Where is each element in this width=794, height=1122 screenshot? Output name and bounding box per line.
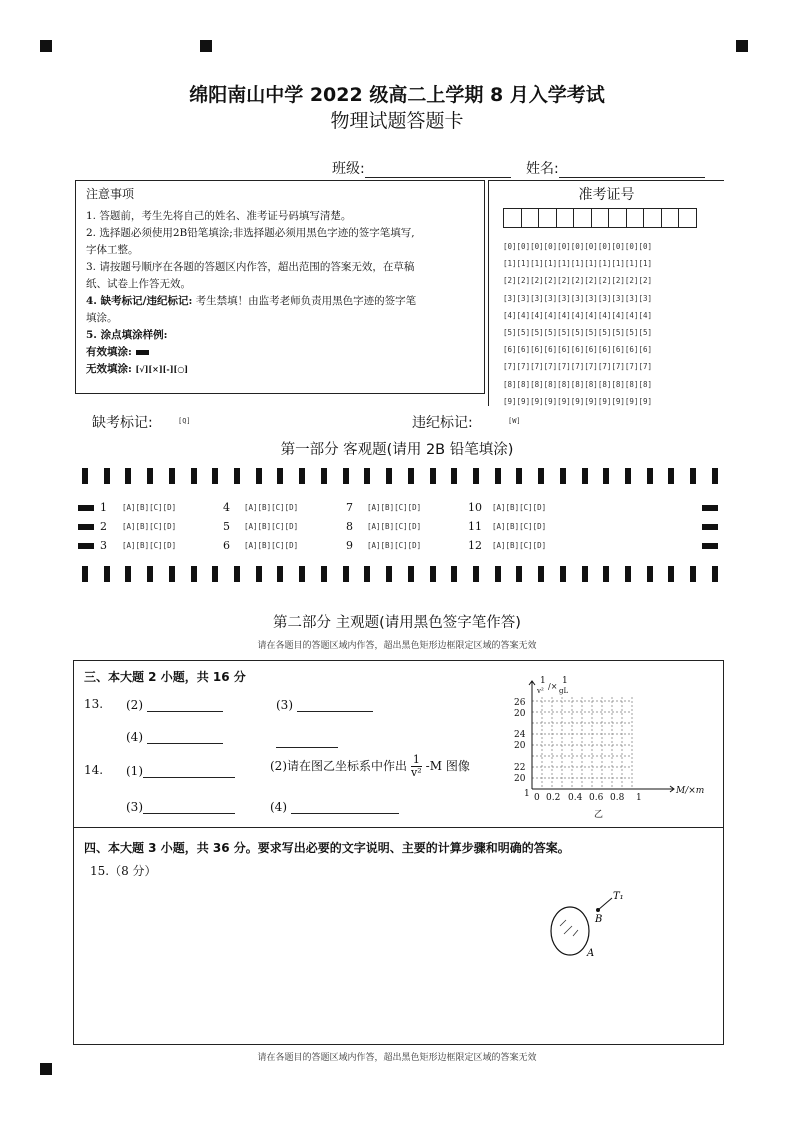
name-label: 姓名: <box>526 161 559 177</box>
q-number: 5 <box>223 520 230 533</box>
section3-answer-box[interactable] <box>73 660 724 828</box>
q-number: 9 <box>346 539 353 552</box>
page-subtitle: 物理试题答题卡 <box>330 110 464 132</box>
x-tick-label: 0 <box>534 793 540 803</box>
row-mark-right-2 <box>702 524 718 530</box>
digit-row-2[interactable]: [2][2][2][2][2][2][2][2][2][2][2] <box>503 276 653 286</box>
q13-part2[interactable] <box>126 697 223 712</box>
notice-item-4-rest: 考生禁填！由监考老师负责用黑色字迹的签字笔 <box>192 295 417 307</box>
q13-part3[interactable] <box>276 697 373 712</box>
q-number: 12 <box>468 539 482 552</box>
y-axis-label-mid: /× <box>548 682 558 691</box>
absent-mark-label: 缺考标记: <box>92 415 153 431</box>
invalid-fill-example <box>86 361 474 378</box>
q-number: 7 <box>346 501 353 514</box>
x-tick-label: 0.4 <box>568 793 583 803</box>
registration-mark-top-right <box>736 40 748 52</box>
ball-shape <box>551 907 589 955</box>
q-options[interactable]: [A][B][C][D] <box>492 541 547 550</box>
graph-yi[interactable] <box>504 675 714 825</box>
q15-figure <box>540 884 640 964</box>
section4-heading: 四、本大题 3 小题，共 36 分。要求写出必要的文字说明、主要的计算步骤和明确的答案。 <box>84 841 570 855</box>
q-options[interactable]: [A][B][C][D] <box>244 522 299 531</box>
notice-item-2-cont: 字体工整。 <box>86 244 139 256</box>
q-number: 8 <box>346 520 353 533</box>
digit-row-0[interactable]: [0][0][0][0][0][0][0][0][0][0][0] <box>503 242 653 251</box>
part2-note: 请在各题目的答题区域内作答，超出黑色矩形边框限定区域的答案无效 <box>257 641 537 651</box>
q-number: 2 <box>100 520 107 533</box>
page-title: 绵阳南山中学 2022 级高二上学期 8 月入学考试 <box>189 84 605 106</box>
y-tick-label: 20 <box>514 709 526 719</box>
notice-item-3: 3. 请按题号顺序在各题的答题区内作答，超出范围的答案无效，在草稿 <box>86 261 415 273</box>
q-number: 1 <box>100 501 107 514</box>
q-options[interactable]: [A][B][C][D] <box>244 541 299 550</box>
q-number: 6 <box>223 539 230 552</box>
part1-title: 第一部分 客观题(请用 2B 铅笔填涂) <box>280 442 514 458</box>
digit-row-1[interactable]: [1][1][1][1][1][1][1][1][1][1][1] <box>503 259 653 269</box>
q-options[interactable]: [A][B][C][D] <box>244 503 299 512</box>
violation-mark-box[interactable]: [W] <box>508 417 521 425</box>
point-b <box>596 908 600 912</box>
force-t1-line <box>598 898 612 910</box>
class-label: 班级: <box>332 161 365 177</box>
inverse-v-squared: $\frac{1}{\text{v²}}$ <box>411 753 422 779</box>
q-options[interactable]: [A][B][C][D] <box>122 522 177 531</box>
label-b: B <box>595 914 603 925</box>
graph-caption: 乙 <box>594 810 604 820</box>
row-mark-right-1 <box>702 505 718 511</box>
q-number: 3 <box>100 539 107 552</box>
valid-fill-label: 有效填涂: <box>86 346 132 358</box>
y-tick-label: 20 <box>514 774 526 784</box>
row-mark-left-2 <box>78 524 94 530</box>
y-tick-label: 22 <box>514 763 526 773</box>
notice-item-4-bold: 4. 缺考标记/违纪标记: <box>86 295 193 307</box>
q14-part4-label: (4) <box>270 800 287 814</box>
y-tick-label: 20 <box>514 741 526 751</box>
q13-part4-label: (4) <box>126 730 143 744</box>
q-options[interactable]: [A][B][C][D] <box>367 503 422 512</box>
q13-label: 13. <box>84 697 104 711</box>
q13-part4[interactable] <box>126 729 223 744</box>
notice-item-2: 2. 选择题必须使用2B铅笔填涂;非选择题必须用黑色字迹的签字笔填写, <box>86 227 415 239</box>
q14-part2 <box>270 754 470 779</box>
q14-label: 14. <box>84 763 104 777</box>
timing-marks-top <box>82 468 718 484</box>
violation-mark-label: 违纪标记: <box>412 415 473 431</box>
registration-mark-bottom-left <box>40 1063 52 1075</box>
q14-part3[interactable] <box>126 799 235 814</box>
absent-mark-box[interactable]: [Q] <box>178 417 191 425</box>
q-options[interactable]: [A][B][C][D] <box>367 541 422 550</box>
invalid-fill-label: 无效填涂: <box>86 363 132 375</box>
q14-part1[interactable] <box>126 763 235 778</box>
footer-note: 请在各题目的答题区域内作答，超出黑色矩形边框限定区域的答案无效 <box>257 1053 537 1063</box>
registration-mark-top-middle <box>200 40 212 52</box>
q13-part2-label: (2) <box>126 698 143 712</box>
exam-id-title: 准考证号 <box>578 187 635 203</box>
graph-axes <box>529 681 674 792</box>
x-tick-label: 0.2 <box>546 793 561 803</box>
notice-item-4-cont: 填涂。 <box>86 312 118 324</box>
digit-row-6[interactable]: [6][6][6][6][6][6][6][6][6][6][6] <box>503 345 653 355</box>
q-options[interactable]: [A][B][C][D] <box>492 503 547 512</box>
y-tick-label: 24 <box>514 730 526 740</box>
part2-title: 第二部分 主观题(请用黑色签字笔作答) <box>273 615 521 631</box>
digit-row-5[interactable]: [5][5][5][5][5][5][5][5][5][5][5] <box>503 328 653 338</box>
x-axis-label: M/×m <box>676 786 705 796</box>
x-tick-label: 0.8 <box>610 793 625 803</box>
y-axis-label-num: 1 <box>540 676 546 686</box>
q-options[interactable]: [A][B][C][D] <box>122 503 177 512</box>
label-t1: T₁ <box>613 891 624 902</box>
q14-part3-label: (3) <box>126 800 143 814</box>
row-mark-left-1 <box>78 505 94 511</box>
q14-part1-label: (1) <box>126 764 143 778</box>
q13-extra-blank[interactable] <box>276 729 338 748</box>
x-tick-label: 0.6 <box>589 793 604 803</box>
q-options[interactable]: [A][B][C][D] <box>492 522 547 531</box>
q14-part4[interactable] <box>270 799 399 814</box>
row-mark-right-3 <box>702 543 718 549</box>
notice-title: 注意事项 <box>86 187 135 201</box>
q13-part3-label: (3) <box>276 698 293 712</box>
y-tick-label: 26 <box>514 698 526 708</box>
q15-label: 15.（8 分） <box>90 864 157 878</box>
q14-part2-suffix: -M 图像 <box>425 759 470 773</box>
digit-row-3[interactable]: [3][3][3][3][3][3][3][3][3][3][3] <box>503 293 653 303</box>
y-axis-label-den: v² <box>537 687 544 695</box>
y-axis-label-num2: 1 <box>562 676 568 686</box>
exam-id-box <box>488 180 724 406</box>
notice-item-1: 1. 答题前，考生先将自己的姓名、准考证号码填写清楚。 <box>86 210 352 222</box>
digit-row-9[interactable]: [9][9][9][9][9][9][9][9][9][9][9] <box>503 396 653 406</box>
class-field[interactable] <box>332 158 511 178</box>
q-options[interactable]: [A][B][C][D] <box>367 522 422 531</box>
label-a: A <box>587 948 595 959</box>
q-options[interactable]: [A][B][C][D] <box>122 541 177 550</box>
row-mark-left-3 <box>78 543 94 549</box>
timing-marks-bottom <box>82 566 718 582</box>
registration-mark-top-left <box>40 40 52 52</box>
section4-answer-box[interactable] <box>73 827 724 1045</box>
notice-item-3-cont: 纸、试卷上作答无效。 <box>86 278 191 290</box>
digit-row-8[interactable]: [8][8][8][8][8][8][8][8][8][8][8] <box>503 379 653 389</box>
q14-part2-prefix: (2)请在图乙坐标系中作出 <box>270 759 407 773</box>
notice-item-4 <box>86 293 474 310</box>
digit-row-4[interactable]: [4][4][4][4][4][4][4][4][4][4][4] <box>503 310 653 320</box>
valid-fill-example <box>86 344 474 361</box>
invalid-fill-samples: [√][×][-][○] <box>135 364 189 374</box>
x-tick-label: 1 <box>636 793 642 803</box>
notice-item-5: 5. 涂点填涂样例: <box>86 329 168 341</box>
graph-grid <box>532 697 632 789</box>
section3-heading: 三、本大题 2 小题，共 16 分 <box>84 670 246 684</box>
notice-box <box>75 180 485 394</box>
filled-mark-icon <box>136 350 149 355</box>
digit-row-7[interactable]: [7][7][7][7][7][7][7][7][7][7][7] <box>503 362 653 372</box>
origin-label: 1 <box>524 789 530 799</box>
name-field[interactable] <box>526 158 705 178</box>
exam-id-bubbles[interactable] <box>503 238 724 410</box>
q-number: 10 <box>468 501 482 514</box>
exam-id-cells[interactable] <box>503 208 724 228</box>
y-axis-label-den2: gL <box>559 687 569 695</box>
q-number: 4 <box>223 501 230 514</box>
q-number: 11 <box>468 520 482 533</box>
